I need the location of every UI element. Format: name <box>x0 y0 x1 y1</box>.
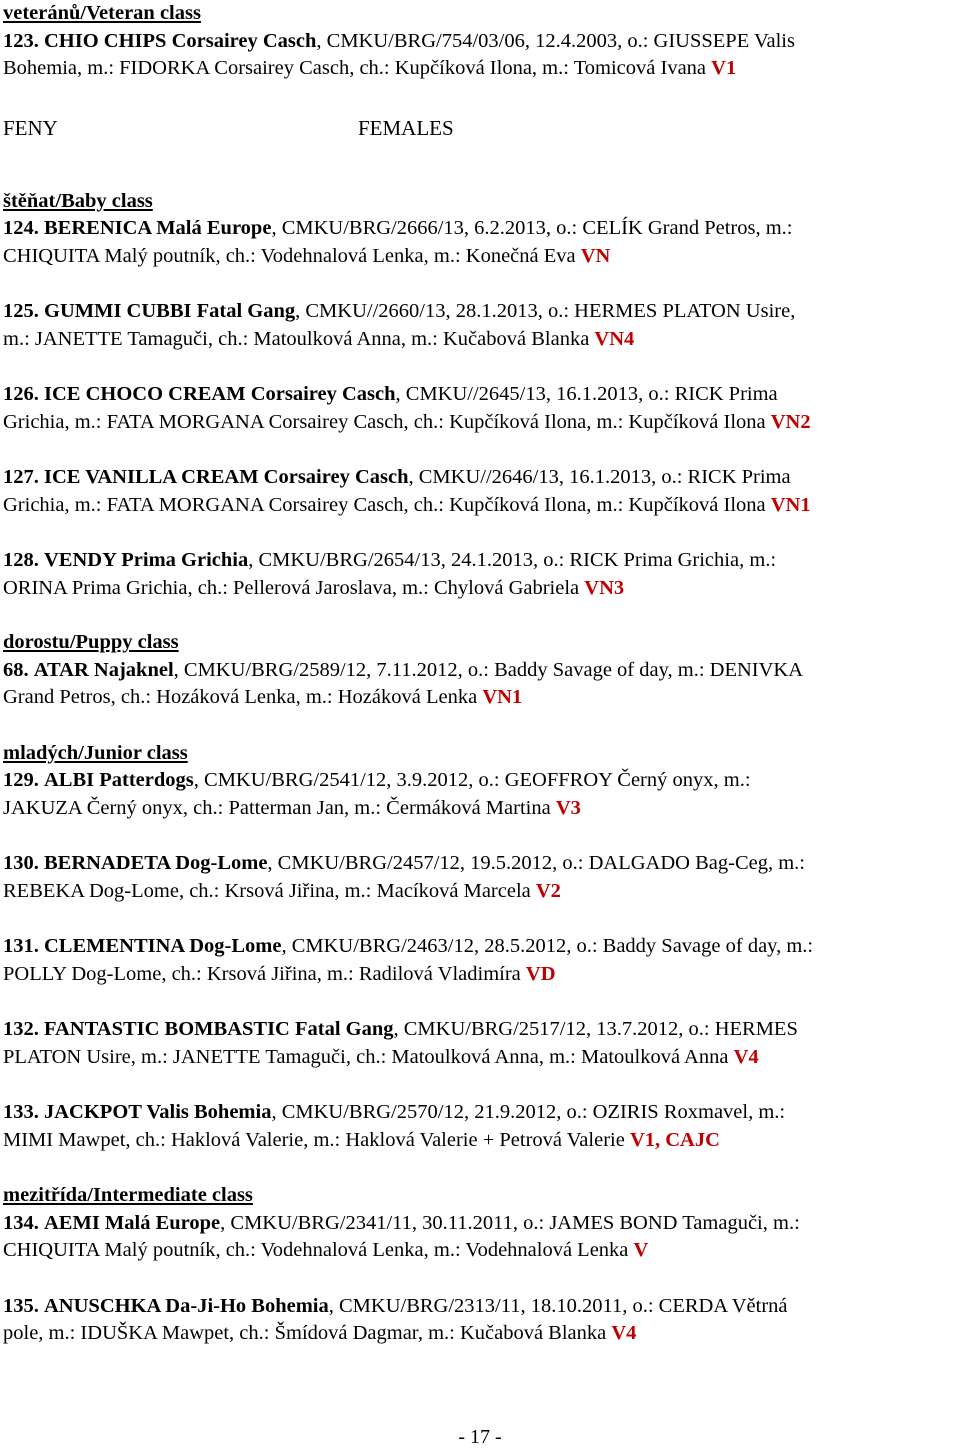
award: V1, CAJC <box>629 1128 720 1151</box>
entry-owners: MIMI Mawpet, ch.: Haklová Valerie, m.: Haklová Valerie + Petrová Valerie <box>3 1128 630 1151</box>
entry-line-2 <box>3 1127 955 1155</box>
class-section <box>3 188 955 603</box>
entry-line-1 <box>3 547 955 575</box>
dog-name: ATAR Najaknel <box>33 658 174 681</box>
dog-name: ICE VANILLA CREAM Corsairey Casch <box>44 466 409 488</box>
dog-name: ICE CHOCO CREAM Corsairey Casch <box>44 383 396 405</box>
entry-line-1 <box>3 657 955 685</box>
entry-line-2 <box>3 409 955 437</box>
entry-owners: m.: JANETTE Tamaguči, ch.: Matoulková Anna, m.: Kučabová Blanka <box>3 327 595 350</box>
entry-details: , CMKU/BRG/2463/12, 28.5.2012, o.: Baddy Savage of day, m.: <box>281 935 814 957</box>
section-heading-czech: FENY <box>3 115 58 140</box>
entry-details: , CMKU/BRG/2517/12, 13.7.2012, o.: HERMES <box>393 1018 798 1040</box>
entry-line-2 <box>3 575 955 603</box>
entry-owners: CHIQUITA Malý poutník, ch.: Vodehnalová Lenka, m.: Konečná Eva <box>3 244 581 267</box>
entry-line-2 <box>3 1320 955 1348</box>
entry-line-2 <box>3 795 955 823</box>
entry-details: , CMKU/BRG/754/03/06, 12.4.2003, o.: GIUSSEPE Valis <box>316 29 795 52</box>
entry-line-1 <box>3 933 955 961</box>
entry-line-1 <box>3 464 955 492</box>
page-number: - 17 - <box>458 1426 502 1448</box>
award: VN1 <box>482 686 523 708</box>
catalog-page <box>3 0 955 1348</box>
class-heading: veteránů/Veteran class <box>3 2 201 24</box>
entry-details: , CMKU//2646/13, 16.1.2013, o.: RICK Prima <box>408 466 791 488</box>
dog-entry <box>3 547 955 602</box>
entry-details: , CMKU/BRG/2541/12, 3.9.2012, o.: GEOFFROY Černý onyx, m.: <box>193 769 751 791</box>
entry-line-2 <box>3 961 955 989</box>
entry-line-1 <box>3 215 955 243</box>
dog-entry <box>3 215 955 270</box>
class-heading: mezitřída/Intermediate class <box>3 1184 253 1206</box>
class-veteran <box>3 0 955 83</box>
award: VN1 <box>770 493 811 516</box>
entry-number: 126. <box>3 383 39 405</box>
award: VN4 <box>594 327 635 350</box>
award: VN <box>580 244 611 267</box>
entry-line-1 <box>3 298 955 326</box>
class-heading: štěňat/Baby class <box>3 189 153 212</box>
dog-entry <box>3 1016 955 1071</box>
entry-number: 123. <box>3 29 39 52</box>
dog-entry <box>3 933 955 988</box>
class-section <box>3 1182 955 1348</box>
dog-name: BERENICA Malá Europe <box>44 217 272 239</box>
class-heading: dorostu/Puppy class <box>3 631 179 653</box>
entry-details: , CMKU/BRG/2313/11, 18.10.2011, o.: CERDA Větrná <box>328 1294 788 1317</box>
entry-details: , CMKU/BRG/2570/12, 21.9.2012, o.: OZIRIS Roxmavel, m.: <box>271 1101 786 1123</box>
dog-entry <box>3 1099 955 1154</box>
entry-number: 135. <box>3 1294 39 1317</box>
entry-number: 127. <box>3 466 39 488</box>
dog-entry <box>3 298 955 353</box>
entry-line-2 <box>3 684 955 712</box>
dog-entry <box>3 767 955 822</box>
section-heading <box>3 111 955 139</box>
award: V4 <box>733 1045 759 1068</box>
entry-number: 68. <box>3 658 29 681</box>
dog-name: GUMMI CUBBI Fatal Gang <box>44 300 296 322</box>
entry-line-2 <box>3 492 955 520</box>
entry-owners: pole, m.: IDUŠKA Mawpet, ch.: Šmídová Dagmar, m.: Kučabová Blanka <box>3 1322 612 1344</box>
entry-owners: ORINA Prima Grichia, ch.: Pellerová Jaroslava, m.: Chylová Gabriela <box>3 576 585 599</box>
entry-owners: REBEKA Dog-Lome, ch.: Krsová Jiřina, m.: Macíková Marcela <box>3 879 536 902</box>
dog-name: AEMI Malá Europe <box>44 1211 221 1234</box>
dog-name: ANUSCHKA Da-Ji-Ho Bohemia <box>44 1294 329 1317</box>
entry-line-2 <box>3 1237 955 1265</box>
entry-number: 130. <box>3 852 39 874</box>
entry-line-1 <box>3 28 955 56</box>
entry-details: , CMKU/BRG/2589/12, 7.11.2012, o.: Baddy Savage of day, m.: DENIVKA <box>173 658 804 681</box>
dog-name: CHIO CHIPS Corsairey Casch <box>44 29 317 52</box>
dog-name: ALBI Patterdogs <box>44 769 194 791</box>
award: V3 <box>555 796 581 819</box>
entry-line-1 <box>3 1099 955 1127</box>
entry-number: 125. <box>3 300 39 322</box>
dog-name: JACKPOT Valis Bohemia <box>44 1101 272 1123</box>
entry-owners: CHIQUITA Malý poutník, ch.: Vodehnalová Lenka, m.: Vodehnalová Lenka <box>3 1239 634 1261</box>
entry-owners: JAKUZA Černý onyx, ch.: Patterman Jan, m.: Čermáková Martina <box>3 796 556 819</box>
entry-line-1 <box>3 850 955 878</box>
award: V4 <box>611 1322 637 1344</box>
dog-name: FANTASTIC BOMBASTIC Fatal Gang <box>44 1018 394 1040</box>
dog-entry <box>3 850 955 905</box>
dog-name: BERNADETA Dog-Lome <box>44 852 268 874</box>
dog-name: VENDY Prima Grichia <box>44 549 249 571</box>
entry-line-2 <box>3 326 955 354</box>
award: VN3 <box>584 576 625 599</box>
entry-line-2 <box>3 243 955 271</box>
dog-entry <box>3 1210 955 1265</box>
dog-entry <box>3 381 955 436</box>
dog-entry <box>3 1293 955 1348</box>
dog-entry <box>3 464 955 519</box>
dog-entry <box>3 657 955 712</box>
entry-number: 124. <box>3 217 39 239</box>
entry-line-2 <box>3 878 955 906</box>
entry-details: , CMKU//2660/13, 28.1.2013, o.: HERMES PLATON Usire, <box>295 300 796 322</box>
entry-owners: PLATON Usire, m.: JANETTE Tamaguči, ch.: Matoulková Anna, m.: Matoulková Anna <box>3 1045 734 1068</box>
entry-line-1 <box>3 1293 955 1321</box>
entry-details: , CMKU/BRG/2457/12, 19.5.2012, o.: DALGADO Bag-Ceg, m.: <box>267 852 805 874</box>
entry-line-1 <box>3 767 955 795</box>
classes-container <box>3 188 955 1348</box>
award: VN2 <box>770 410 811 433</box>
entry-number: 134. <box>3 1211 39 1234</box>
entry-line-2 <box>3 55 955 83</box>
award: VD <box>525 962 556 985</box>
section-heading-english: FEMALES <box>358 115 454 140</box>
class-section <box>3 629 955 712</box>
award: V1 <box>711 57 737 79</box>
entry-owners: Grichia, m.: FATA MORGANA Corsairey Casch, ch.: Kupčíková Ilona, m.: Kupčíková Ilona <box>3 410 771 433</box>
award: V2 <box>535 879 561 902</box>
entry-owners: Grand Petros, ch.: Hozáková Lenka, m.: Hozáková Lenka <box>3 686 483 708</box>
entry-details: , CMKU//2645/13, 16.1.2013, o.: RICK Prima <box>395 383 778 405</box>
entry-details: , CMKU/BRG/2341/11, 30.11.2011, o.: JAMES BOND Tamaguči, m.: <box>220 1211 800 1234</box>
entry-owners: POLLY Dog-Lome, ch.: Krsová Jiřina, m.: Radilová Vladimíra <box>3 962 526 985</box>
entry-number: 132. <box>3 1018 39 1040</box>
entry-line-1 <box>3 1210 955 1238</box>
class-section <box>3 740 955 1155</box>
entry-number: 131. <box>3 935 39 957</box>
entry-owners: Grichia, m.: FATA MORGANA Corsairey Casch, ch.: Kupčíková Ilona, m.: Kupčíková Ilona <box>3 493 771 516</box>
entry-details: , CMKU/BRG/2666/13, 6.2.2013, o.: CELÍK Grand Petros, m.: <box>271 217 793 239</box>
entry-line-2 <box>3 1044 955 1072</box>
entry-number: 128. <box>3 549 39 571</box>
class-heading: mladých/Junior class <box>3 741 188 764</box>
award: V <box>633 1239 649 1261</box>
entry-number: 133. <box>3 1101 39 1123</box>
dog-name: CLEMENTINA Dog-Lome <box>44 935 282 957</box>
entry-line-1 <box>3 381 955 409</box>
entry-details: , CMKU/BRG/2654/13, 24.1.2013, o.: RICK Prima Grichia, m.: <box>248 549 777 571</box>
entry-number: 129. <box>3 769 39 791</box>
entry-line-1 <box>3 1016 955 1044</box>
entry-owners: Bohemia, m.: FIDORKA Corsairey Casch, ch.: Kupčíková Ilona, m.: Tomicová Ivana <box>3 57 712 79</box>
